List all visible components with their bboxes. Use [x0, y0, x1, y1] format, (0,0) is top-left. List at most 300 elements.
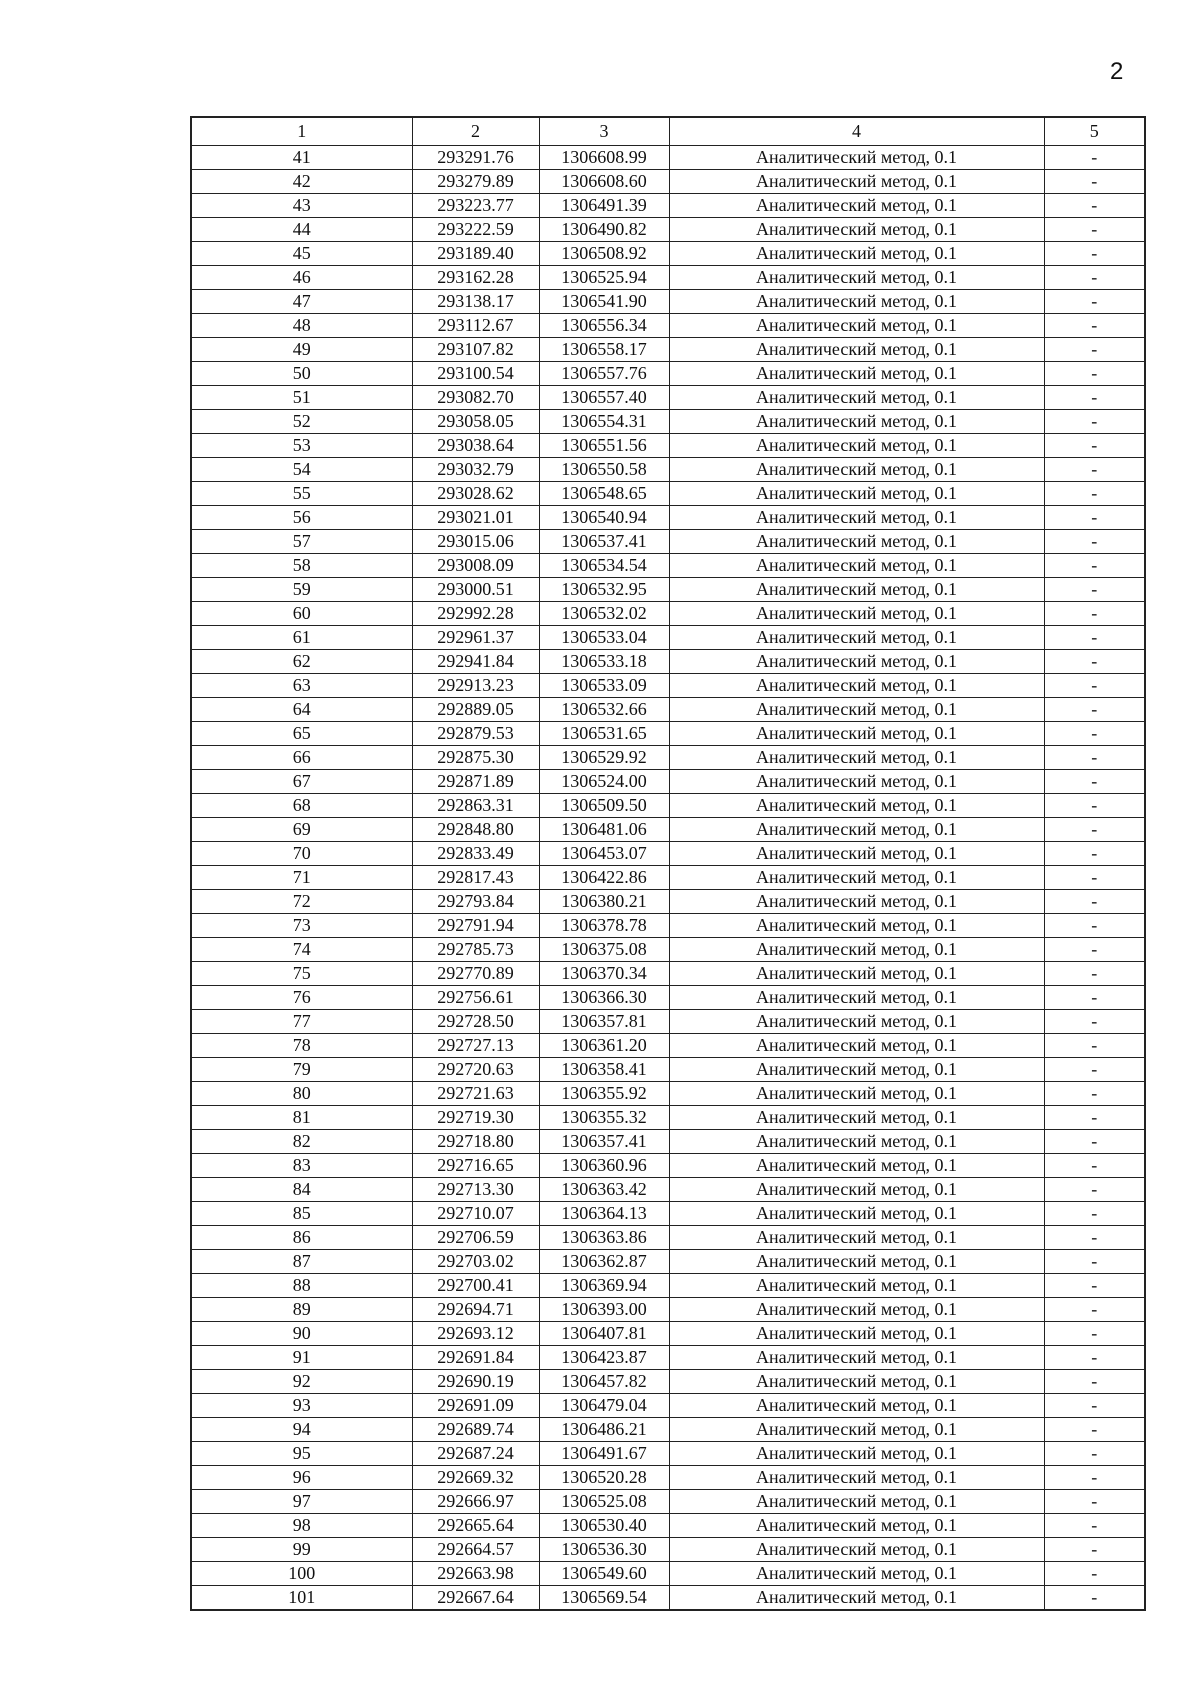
note-cell: - — [1044, 626, 1145, 650]
note-cell: - — [1044, 1490, 1145, 1514]
y-coordinate-cell: 1306608.60 — [539, 170, 669, 194]
point-number-cell: 65 — [191, 722, 412, 746]
table-row — [191, 1178, 1145, 1202]
x-coordinate-cell: 293279.89 — [412, 170, 539, 194]
x-coordinate-cell: 293015.06 — [412, 530, 539, 554]
x-coordinate-cell: 292706.59 — [412, 1226, 539, 1250]
note-cell: - — [1044, 1034, 1145, 1058]
table-row — [191, 1010, 1145, 1034]
x-coordinate-cell: 293112.67 — [412, 314, 539, 338]
y-coordinate-cell: 1306540.94 — [539, 506, 669, 530]
point-number-cell: 71 — [191, 866, 412, 890]
method-cell: Аналитический метод, 0.1 — [669, 170, 1044, 194]
note-cell: - — [1044, 362, 1145, 386]
method-cell: Аналитический метод, 0.1 — [669, 194, 1044, 218]
point-number-cell: 52 — [191, 410, 412, 434]
note-cell: - — [1044, 1250, 1145, 1274]
y-coordinate-cell: 1306355.32 — [539, 1106, 669, 1130]
table-row — [191, 1082, 1145, 1106]
y-coordinate-cell: 1306363.86 — [539, 1226, 669, 1250]
x-coordinate-cell: 292690.19 — [412, 1370, 539, 1394]
note-cell: - — [1044, 266, 1145, 290]
y-coordinate-cell: 1306530.40 — [539, 1514, 669, 1538]
table-row — [191, 962, 1145, 986]
x-coordinate-cell: 293021.01 — [412, 506, 539, 530]
table-row — [191, 1274, 1145, 1298]
note-cell: - — [1044, 1154, 1145, 1178]
x-coordinate-cell: 292666.97 — [412, 1490, 539, 1514]
point-number-cell: 82 — [191, 1130, 412, 1154]
method-cell: Аналитический метод, 0.1 — [669, 146, 1044, 170]
x-coordinate-cell: 292664.57 — [412, 1538, 539, 1562]
header-row — [191, 117, 1145, 146]
point-number-cell: 62 — [191, 650, 412, 674]
header-cell-4: 4 — [669, 117, 1044, 146]
note-cell: - — [1044, 1010, 1145, 1034]
table-row — [191, 722, 1145, 746]
table-row — [191, 602, 1145, 626]
method-cell: Аналитический метод, 0.1 — [669, 554, 1044, 578]
table-row — [191, 290, 1145, 314]
method-cell: Аналитический метод, 0.1 — [669, 338, 1044, 362]
y-coordinate-cell: 1306556.34 — [539, 314, 669, 338]
table-row — [191, 1058, 1145, 1082]
note-cell: - — [1044, 1082, 1145, 1106]
point-number-cell: 80 — [191, 1082, 412, 1106]
table-row — [191, 1250, 1145, 1274]
x-coordinate-cell: 293162.28 — [412, 266, 539, 290]
method-cell: Аналитический метод, 0.1 — [669, 1250, 1044, 1274]
x-coordinate-cell: 292663.98 — [412, 1562, 539, 1586]
point-number-cell: 97 — [191, 1490, 412, 1514]
method-cell: Аналитический метод, 0.1 — [669, 698, 1044, 722]
point-number-cell: 78 — [191, 1034, 412, 1058]
y-coordinate-cell: 1306380.21 — [539, 890, 669, 914]
y-coordinate-cell: 1306532.95 — [539, 578, 669, 602]
note-cell: - — [1044, 434, 1145, 458]
note-cell: - — [1044, 386, 1145, 410]
y-coordinate-cell: 1306361.20 — [539, 1034, 669, 1058]
y-coordinate-cell: 1306378.78 — [539, 914, 669, 938]
x-coordinate-cell: 292687.24 — [412, 1442, 539, 1466]
table-row — [191, 1538, 1145, 1562]
point-number-cell: 70 — [191, 842, 412, 866]
x-coordinate-cell: 292719.30 — [412, 1106, 539, 1130]
y-coordinate-cell: 1306532.02 — [539, 602, 669, 626]
note-cell: - — [1044, 578, 1145, 602]
table-row — [191, 1586, 1145, 1611]
point-number-cell: 83 — [191, 1154, 412, 1178]
table-row — [191, 146, 1145, 170]
table-row — [191, 266, 1145, 290]
y-coordinate-cell: 1306370.34 — [539, 962, 669, 986]
method-cell: Аналитический метод, 0.1 — [669, 506, 1044, 530]
point-number-cell: 92 — [191, 1370, 412, 1394]
table-row — [191, 890, 1145, 914]
x-coordinate-cell: 293000.51 — [412, 578, 539, 602]
y-coordinate-cell: 1306508.92 — [539, 242, 669, 266]
note-cell: - — [1044, 506, 1145, 530]
x-coordinate-cell: 293008.09 — [412, 554, 539, 578]
method-cell: Аналитический метод, 0.1 — [669, 602, 1044, 626]
table-row — [191, 1202, 1145, 1226]
y-coordinate-cell: 1306550.58 — [539, 458, 669, 482]
note-cell: - — [1044, 1322, 1145, 1346]
table-row — [191, 386, 1145, 410]
x-coordinate-cell: 292756.61 — [412, 986, 539, 1010]
note-cell: - — [1044, 794, 1145, 818]
point-number-cell: 64 — [191, 698, 412, 722]
x-coordinate-cell: 293189.40 — [412, 242, 539, 266]
note-cell: - — [1044, 1226, 1145, 1250]
x-coordinate-cell: 292665.64 — [412, 1514, 539, 1538]
note-cell: - — [1044, 1562, 1145, 1586]
x-coordinate-cell: 292710.07 — [412, 1202, 539, 1226]
table-row — [191, 794, 1145, 818]
note-cell: - — [1044, 1466, 1145, 1490]
note-cell: - — [1044, 146, 1145, 170]
table-row — [191, 218, 1145, 242]
method-cell: Аналитический метод, 0.1 — [669, 1298, 1044, 1322]
note-cell: - — [1044, 194, 1145, 218]
note-cell: - — [1044, 410, 1145, 434]
page-number: 2 — [1110, 58, 1124, 85]
x-coordinate-cell: 292833.49 — [412, 842, 539, 866]
method-cell: Аналитический метод, 0.1 — [669, 458, 1044, 482]
x-coordinate-cell: 292785.73 — [412, 938, 539, 962]
x-coordinate-cell: 292667.64 — [412, 1586, 539, 1611]
point-number-cell: 74 — [191, 938, 412, 962]
x-coordinate-cell: 292992.28 — [412, 602, 539, 626]
y-coordinate-cell: 1306537.41 — [539, 530, 669, 554]
point-number-cell: 46 — [191, 266, 412, 290]
table-row — [191, 1226, 1145, 1250]
table-row — [191, 194, 1145, 218]
point-number-cell: 48 — [191, 314, 412, 338]
table-row — [191, 1394, 1145, 1418]
table-row — [191, 1154, 1145, 1178]
x-coordinate-cell: 293032.79 — [412, 458, 539, 482]
x-coordinate-cell: 292721.63 — [412, 1082, 539, 1106]
y-coordinate-cell: 1306531.65 — [539, 722, 669, 746]
x-coordinate-cell: 292691.09 — [412, 1394, 539, 1418]
table-row — [191, 170, 1145, 194]
x-coordinate-cell: 292691.84 — [412, 1346, 539, 1370]
table-row — [191, 554, 1145, 578]
y-coordinate-cell: 1306490.82 — [539, 218, 669, 242]
x-coordinate-cell: 292716.65 — [412, 1154, 539, 1178]
note-cell: - — [1044, 458, 1145, 482]
method-cell: Аналитический метод, 0.1 — [669, 722, 1044, 746]
note-cell: - — [1044, 914, 1145, 938]
table-row — [191, 698, 1145, 722]
method-cell: Аналитический метод, 0.1 — [669, 578, 1044, 602]
method-cell: Аналитический метод, 0.1 — [669, 266, 1044, 290]
point-number-cell: 95 — [191, 1442, 412, 1466]
note-cell: - — [1044, 722, 1145, 746]
table-row — [191, 914, 1145, 938]
y-coordinate-cell: 1306357.41 — [539, 1130, 669, 1154]
point-number-cell: 84 — [191, 1178, 412, 1202]
y-coordinate-cell: 1306525.08 — [539, 1490, 669, 1514]
y-coordinate-cell: 1306525.94 — [539, 266, 669, 290]
y-coordinate-cell: 1306557.76 — [539, 362, 669, 386]
point-number-cell: 87 — [191, 1250, 412, 1274]
method-cell: Аналитический метод, 0.1 — [669, 1202, 1044, 1226]
y-coordinate-cell: 1306479.04 — [539, 1394, 669, 1418]
method-cell: Аналитический метод, 0.1 — [669, 1322, 1044, 1346]
method-cell: Аналитический метод, 0.1 — [669, 1058, 1044, 1082]
method-cell: Аналитический метод, 0.1 — [669, 1346, 1044, 1370]
y-coordinate-cell: 1306491.67 — [539, 1442, 669, 1466]
table-row — [191, 434, 1145, 458]
method-cell: Аналитический метод, 0.1 — [669, 482, 1044, 506]
y-coordinate-cell: 1306608.99 — [539, 146, 669, 170]
y-coordinate-cell: 1306551.56 — [539, 434, 669, 458]
point-number-cell: 60 — [191, 602, 412, 626]
method-cell: Аналитический метод, 0.1 — [669, 290, 1044, 314]
y-coordinate-cell: 1306457.82 — [539, 1370, 669, 1394]
point-number-cell: 57 — [191, 530, 412, 554]
y-coordinate-cell: 1306509.50 — [539, 794, 669, 818]
y-coordinate-cell: 1306549.60 — [539, 1562, 669, 1586]
point-number-cell: 91 — [191, 1346, 412, 1370]
note-cell: - — [1044, 530, 1145, 554]
method-cell: Аналитический метод, 0.1 — [669, 1274, 1044, 1298]
table-row — [191, 410, 1145, 434]
note-cell: - — [1044, 890, 1145, 914]
note-cell: - — [1044, 1442, 1145, 1466]
method-cell: Аналитический метод, 0.1 — [669, 1586, 1044, 1611]
note-cell: - — [1044, 1274, 1145, 1298]
x-coordinate-cell: 292791.94 — [412, 914, 539, 938]
method-cell: Аналитический метод, 0.1 — [669, 1442, 1044, 1466]
note-cell: - — [1044, 674, 1145, 698]
method-cell: Аналитический метод, 0.1 — [669, 818, 1044, 842]
point-number-cell: 44 — [191, 218, 412, 242]
x-coordinate-cell: 293038.64 — [412, 434, 539, 458]
method-cell: Аналитический метод, 0.1 — [669, 650, 1044, 674]
x-coordinate-cell: 292700.41 — [412, 1274, 539, 1298]
note-cell: - — [1044, 602, 1145, 626]
method-cell: Аналитический метод, 0.1 — [669, 962, 1044, 986]
table-row — [191, 1106, 1145, 1130]
y-coordinate-cell: 1306557.40 — [539, 386, 669, 410]
method-cell: Аналитический метод, 0.1 — [669, 218, 1044, 242]
table-row — [191, 1370, 1145, 1394]
x-coordinate-cell: 292817.43 — [412, 866, 539, 890]
x-coordinate-cell: 292694.71 — [412, 1298, 539, 1322]
y-coordinate-cell: 1306558.17 — [539, 338, 669, 362]
point-number-cell: 45 — [191, 242, 412, 266]
point-number-cell: 41 — [191, 146, 412, 170]
note-cell: - — [1044, 1298, 1145, 1322]
table-row — [191, 866, 1145, 890]
table-row — [191, 1442, 1145, 1466]
point-number-cell: 55 — [191, 482, 412, 506]
point-number-cell: 100 — [191, 1562, 412, 1586]
table-row — [191, 938, 1145, 962]
point-number-cell: 94 — [191, 1418, 412, 1442]
y-coordinate-cell: 1306363.42 — [539, 1178, 669, 1202]
note-cell: - — [1044, 866, 1145, 890]
method-cell: Аналитический метод, 0.1 — [669, 1466, 1044, 1490]
point-number-cell: 88 — [191, 1274, 412, 1298]
table-body — [191, 146, 1145, 1611]
method-cell: Аналитический метод, 0.1 — [669, 866, 1044, 890]
note-cell: - — [1044, 338, 1145, 362]
method-cell: Аналитический метод, 0.1 — [669, 1178, 1044, 1202]
note-cell: - — [1044, 1130, 1145, 1154]
x-coordinate-cell: 293291.76 — [412, 146, 539, 170]
note-cell: - — [1044, 242, 1145, 266]
point-number-cell: 79 — [191, 1058, 412, 1082]
header-cell-3: 3 — [539, 117, 669, 146]
point-number-cell: 59 — [191, 578, 412, 602]
method-cell: Аналитический метод, 0.1 — [669, 530, 1044, 554]
x-coordinate-cell: 292669.32 — [412, 1466, 539, 1490]
table-row — [191, 1346, 1145, 1370]
note-cell: - — [1044, 1514, 1145, 1538]
point-number-cell: 96 — [191, 1466, 412, 1490]
y-coordinate-cell: 1306422.86 — [539, 866, 669, 890]
table-row — [191, 1490, 1145, 1514]
x-coordinate-cell: 292848.80 — [412, 818, 539, 842]
table-row — [191, 1562, 1145, 1586]
note-cell: - — [1044, 770, 1145, 794]
point-number-cell: 86 — [191, 1226, 412, 1250]
method-cell: Аналитический метод, 0.1 — [669, 626, 1044, 650]
y-coordinate-cell: 1306364.13 — [539, 1202, 669, 1226]
table-row — [191, 1130, 1145, 1154]
y-coordinate-cell: 1306554.31 — [539, 410, 669, 434]
table-row — [191, 1298, 1145, 1322]
y-coordinate-cell: 1306533.18 — [539, 650, 669, 674]
note-cell: - — [1044, 818, 1145, 842]
point-number-cell: 66 — [191, 746, 412, 770]
point-number-cell: 81 — [191, 1106, 412, 1130]
x-coordinate-cell: 293222.59 — [412, 218, 539, 242]
x-coordinate-cell: 292718.80 — [412, 1130, 539, 1154]
method-cell: Аналитический метод, 0.1 — [669, 746, 1044, 770]
y-coordinate-cell: 1306369.94 — [539, 1274, 669, 1298]
y-coordinate-cell: 1306423.87 — [539, 1346, 669, 1370]
note-cell: - — [1044, 314, 1145, 338]
x-coordinate-cell: 292703.02 — [412, 1250, 539, 1274]
method-cell: Аналитический метод, 0.1 — [669, 1082, 1044, 1106]
x-coordinate-cell: 292793.84 — [412, 890, 539, 914]
point-number-cell: 76 — [191, 986, 412, 1010]
y-coordinate-cell: 1306541.90 — [539, 290, 669, 314]
y-coordinate-cell: 1306569.54 — [539, 1586, 669, 1611]
method-cell: Аналитический метод, 0.1 — [669, 410, 1044, 434]
y-coordinate-cell: 1306491.39 — [539, 194, 669, 218]
x-coordinate-cell: 293058.05 — [412, 410, 539, 434]
point-number-cell: 51 — [191, 386, 412, 410]
note-cell: - — [1044, 1394, 1145, 1418]
method-cell: Аналитический метод, 0.1 — [669, 1010, 1044, 1034]
note-cell: - — [1044, 1370, 1145, 1394]
table-row — [191, 842, 1145, 866]
point-number-cell: 49 — [191, 338, 412, 362]
point-number-cell: 85 — [191, 1202, 412, 1226]
note-cell: - — [1044, 1346, 1145, 1370]
note-cell: - — [1044, 218, 1145, 242]
table-row — [191, 986, 1145, 1010]
y-coordinate-cell: 1306534.54 — [539, 554, 669, 578]
y-coordinate-cell: 1306532.66 — [539, 698, 669, 722]
note-cell: - — [1044, 1202, 1145, 1226]
note-cell: - — [1044, 170, 1145, 194]
y-coordinate-cell: 1306366.30 — [539, 986, 669, 1010]
point-number-cell: 67 — [191, 770, 412, 794]
x-coordinate-cell: 293223.77 — [412, 194, 539, 218]
method-cell: Аналитический метод, 0.1 — [669, 1106, 1044, 1130]
note-cell: - — [1044, 650, 1145, 674]
y-coordinate-cell: 1306393.00 — [539, 1298, 669, 1322]
x-coordinate-cell: 292875.30 — [412, 746, 539, 770]
note-cell: - — [1044, 482, 1145, 506]
table-header — [191, 117, 1145, 146]
note-cell: - — [1044, 1418, 1145, 1442]
point-number-cell: 93 — [191, 1394, 412, 1418]
table-row — [191, 1322, 1145, 1346]
point-number-cell: 68 — [191, 794, 412, 818]
method-cell: Аналитический метод, 0.1 — [669, 1226, 1044, 1250]
y-coordinate-cell: 1306486.21 — [539, 1418, 669, 1442]
header-cell-5: 5 — [1044, 117, 1145, 146]
table-row — [191, 1418, 1145, 1442]
method-cell: Аналитический метод, 0.1 — [669, 794, 1044, 818]
note-cell: - — [1044, 1538, 1145, 1562]
note-cell: - — [1044, 986, 1145, 1010]
point-number-cell: 47 — [191, 290, 412, 314]
x-coordinate-cell: 292941.84 — [412, 650, 539, 674]
table-row — [191, 770, 1145, 794]
point-number-cell: 43 — [191, 194, 412, 218]
y-coordinate-cell: 1306355.92 — [539, 1082, 669, 1106]
method-cell: Аналитический метод, 0.1 — [669, 1418, 1044, 1442]
point-number-cell: 89 — [191, 1298, 412, 1322]
table-row — [191, 530, 1145, 554]
note-cell: - — [1044, 842, 1145, 866]
x-coordinate-cell: 292727.13 — [412, 1034, 539, 1058]
x-coordinate-cell: 293028.62 — [412, 482, 539, 506]
x-coordinate-cell: 292961.37 — [412, 626, 539, 650]
x-coordinate-cell: 292728.50 — [412, 1010, 539, 1034]
method-cell: Аналитический метод, 0.1 — [669, 242, 1044, 266]
method-cell: Аналитический метод, 0.1 — [669, 1562, 1044, 1586]
table-row — [191, 458, 1145, 482]
point-number-cell: 63 — [191, 674, 412, 698]
x-coordinate-cell: 293138.17 — [412, 290, 539, 314]
y-coordinate-cell: 1306375.08 — [539, 938, 669, 962]
x-coordinate-cell: 292689.74 — [412, 1418, 539, 1442]
method-cell: Аналитический метод, 0.1 — [669, 434, 1044, 458]
method-cell: Аналитический метод, 0.1 — [669, 386, 1044, 410]
note-cell: - — [1044, 962, 1145, 986]
header-cell-1: 1 — [191, 117, 412, 146]
point-number-cell: 56 — [191, 506, 412, 530]
table-row — [191, 506, 1145, 530]
y-coordinate-cell: 1306520.28 — [539, 1466, 669, 1490]
y-coordinate-cell: 1306481.06 — [539, 818, 669, 842]
method-cell: Аналитический метод, 0.1 — [669, 314, 1044, 338]
y-coordinate-cell: 1306524.00 — [539, 770, 669, 794]
table-row — [191, 578, 1145, 602]
coordinates-table — [190, 116, 1146, 1611]
note-cell: - — [1044, 698, 1145, 722]
